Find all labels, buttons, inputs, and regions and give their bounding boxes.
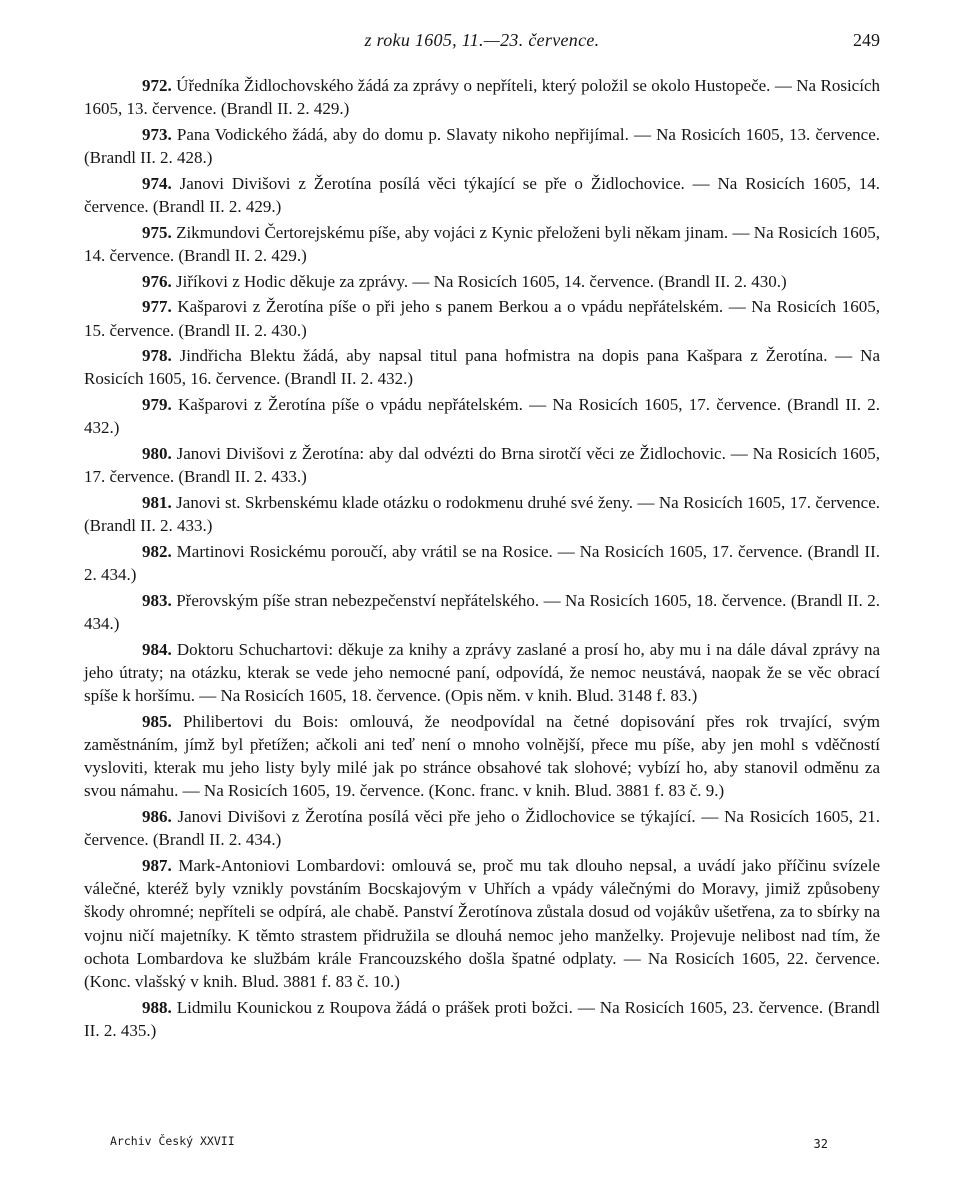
entry-text: Kašparovi z Žerotína píše o vpádu nepřátelském. — Na Rosicích 1605, 17. července. (Brandl II. 2. 432.) xyxy=(84,395,880,438)
entry-number: 979. xyxy=(142,395,172,415)
entry-number: 985. xyxy=(142,711,172,731)
entry-item xyxy=(84,221,880,267)
sheet-number: 32 xyxy=(813,1137,828,1151)
entry-item xyxy=(84,295,880,341)
entry-item xyxy=(84,442,880,488)
entry-number: 978. xyxy=(142,346,172,366)
entry-text: Úředníka Židlochovského žádá za zprávy o nepříteli, který položil se okolo Hustopeče. — Na Rosicích 1605, 13. července. (Brandl II. 2. 429.) xyxy=(84,76,880,119)
entry-text: Jindřicha Blektu žádá, aby napsal titul pana hofmistra na dopis pana Kašpara z Žerotína. — Na Rosicích 1605, 16. července. (Brandl II. 2. 432.) xyxy=(84,346,880,389)
entry-number: 980. xyxy=(142,444,172,464)
page-footer xyxy=(84,1134,880,1152)
entry-text: Lidmilu Kounickou z Roupova žádá o prášek proti božci. — Na Rosicích 1605, 23. července. (Brandl II. 2. 435.) xyxy=(84,997,880,1040)
entry-text: Janovi st. Skrbenskému klade otázku o rodokmenu druhé své ženy. — Na Rosicích 1605, 17. července. (Brandl II. 2. 433.) xyxy=(84,492,880,536)
entry-item xyxy=(84,540,880,586)
running-head xyxy=(84,28,880,58)
entry-number: 987. xyxy=(142,856,172,875)
volume-signature: Archiv Český XXVII xyxy=(110,1134,235,1148)
entry-item xyxy=(84,805,880,851)
entry-text: Zikmundovi Čertorejskému píše, aby vojáci z Kynic přeloženi byli někam jinam. — Na Rosicích 1605, 14. července. (Brandl II. 2. 429.) xyxy=(84,222,880,265)
entry-number: 988. xyxy=(142,997,172,1017)
entry-item xyxy=(84,589,880,635)
entry-number: 983. xyxy=(142,590,172,610)
entry-text: Kašparovi z Žerotína píše o při jeho s panem Berkou a o vpádu nepřátelském. — Na Rosicích 1605, 15. července. (Brandl II. 2. 430.) xyxy=(84,297,880,340)
entry-number: 976. xyxy=(142,271,172,291)
entry-text: Doktoru Schuchartovi: děkuje za knihy a zprávy zaslané a prosí ho, aby mu i na dále dával zprávy na jeho útraty; na otázku, kterak se vede jeho nemocné paní, odpovídá, že nemoc neustává, naopak že se věc obrací spíše k horšímu. — Na Rosicích 1605, 18. července. (Opis něm. v knih. Blud. 3148 f. 83.) xyxy=(84,639,880,706)
entry-number: 974. xyxy=(142,173,172,193)
entry-item xyxy=(84,123,880,169)
page-number: 249 xyxy=(853,30,880,50)
running-title: z roku 1605, 11.—23. července. xyxy=(364,30,600,50)
entry-item xyxy=(84,854,880,993)
entry-text: Janovi Divišovi z Žerotína posílá věci týkající se pře o Židlochovice. — Na Rosicích 1605, 14. července. (Brandl II. 2. 429.) xyxy=(84,173,880,217)
entry-text: Janovi Divišovi z Žerotína: aby dal odvézti do Brna sirotčí věci ze Židlochovic. — Na Rosicích 1605, 17. července. (Brandl II. 2. 433.) xyxy=(84,444,880,487)
entry-item xyxy=(84,393,880,439)
entry-item xyxy=(84,74,880,120)
entry-list xyxy=(84,74,880,1042)
entry-item xyxy=(84,344,880,390)
entry-text: Martinovi Rosickému poroučí, aby vrátil se na Rosice. — Na Rosicích 1605, 17. července. (Brandl II. 2. 434.) xyxy=(84,541,880,585)
entry-text: Pana Vodického žádá, aby do domu p. Slavaty nikoho nepřijímal. — Na Rosicích 1605, 13. července. (Brandl II. 2. 428.) xyxy=(84,124,880,168)
entry-number: 975. xyxy=(142,222,172,242)
entry-text: Janovi Divišovi z Žerotína posílá věci pře jeho o Židlochovice se týkající. — Na Rosicích 1605, 21. července. (Brandl II. 2. 434.) xyxy=(84,807,880,850)
entry-item xyxy=(84,172,880,218)
document-page xyxy=(84,28,880,1158)
entry-number: 984. xyxy=(142,639,172,659)
entry-number: 981. xyxy=(142,492,172,512)
entry-text: Přerovským píše stran nebezpečenství nepřátelského. — Na Rosicích 1605, 18. července. (Brandl II. 2. 434.) xyxy=(84,590,880,633)
entry-item xyxy=(84,270,880,293)
entry-item xyxy=(84,996,880,1042)
entry-number: 973. xyxy=(142,124,172,144)
entry-number: 972. xyxy=(142,76,172,95)
entry-text: Jiříkovi z Hodic děkuje za zprávy. — Na Rosicích 1605, 14. července. (Brandl II. 2. 430.) xyxy=(171,271,787,291)
entry-item xyxy=(84,491,880,537)
entry-text: Mark-Antoniovi Lombardovi: omlouvá se, proč mu tak dlouho nepsal, a uvádí jako příčinu svízele válečné, kteréž byly vznikly povstáním Bocskajovým v Uhřích a vpády válečnými do Moravy, jimiž způsobeny škody ohromné; nepříteli se odpírá, ale chabě. Panství Žerotínova zůstala dosud od vojákův ušetřena, za to sbírky na vojnu ničí majetníky. K těmto strastem přidružila se dlouhá nemoc jeho manželky. Projevuje nelibost nad tím, že ochota Lombardova ke službám krále Francouzského došla špatné odplaty. — Na Rosicích 1605, 22. července. (Konc. vlašský v knih. Blud. 3881 f. 83 č. 10.) xyxy=(84,856,880,992)
entry-number: 986. xyxy=(142,807,172,827)
entry-number: 982. xyxy=(142,541,172,561)
entry-text: Philibertovi du Bois: omlouvá, že neodpovídal na četné dopisování přes rok trvající, svým zaměstnáním, jímž byl přetížen; ačkoli ani teď není o mnoho volnější, přece mu píše, aby jen mohl s vděčností vysloviti, kterak mu jeho listy byly milé jak po stránce obsahové tak slohové; vybízí ho, aby stanovil odměnu za svou námahu. — Na Rosicích 1605, 19. července. (Konc. franc. v knih. Blud. 3881 f. 83 č. 9.) xyxy=(84,711,880,801)
entry-number: 977. xyxy=(142,297,172,317)
entry-item xyxy=(84,638,880,708)
entry-item xyxy=(84,710,880,803)
